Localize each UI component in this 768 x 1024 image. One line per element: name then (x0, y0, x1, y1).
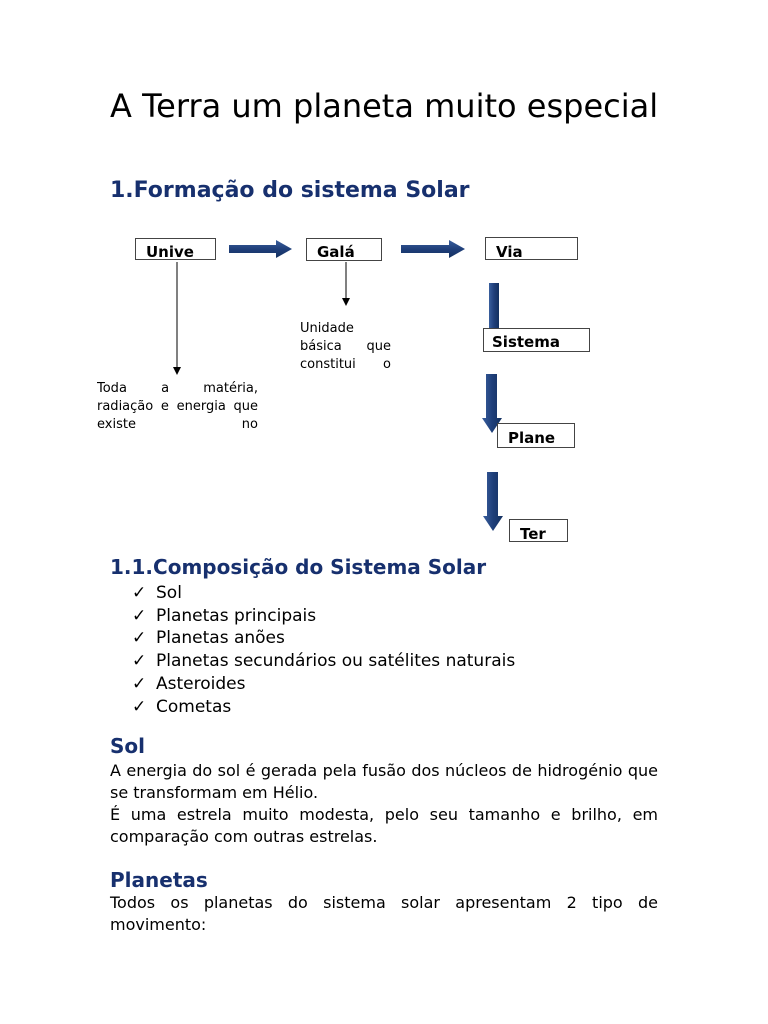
box-universo: Unive (135, 238, 216, 260)
check-icon: ✓ (132, 651, 147, 672)
check-icon: ✓ (132, 673, 147, 694)
box-sistema: Sistema (483, 328, 590, 352)
list-item: ✓ Planetas secundários ou satélites naturais (132, 651, 516, 672)
box-galaxia: Galá (306, 238, 382, 261)
box-via-lactea: Via (485, 237, 578, 260)
arrow-universo-galaxia (229, 240, 292, 258)
check-icon: ✓ (132, 583, 147, 603)
check-icon: ✓ (132, 605, 147, 626)
list-item: ✓ Cometas (132, 696, 232, 717)
arrow-galaxia-via (401, 240, 465, 258)
arrow-via-sistema (489, 283, 499, 330)
section-heading-formacao: 1.Formação do sistema Solar (110, 178, 470, 203)
sol-heading: Sol (110, 734, 145, 758)
note-galaxia: Unidade básica que constitui o (300, 321, 391, 372)
connector-universo-arrowhead (173, 367, 181, 375)
planetas-heading: Planetas (110, 868, 208, 892)
planetas-paragraph-1: Todos os planetas do sistema solar apresentam 2 tipo de movimento: (110, 893, 658, 934)
planetas-paragraphs (110, 892, 658, 936)
composition-list (132, 582, 515, 718)
sol-paragraph-2: É uma estrela muito modesta, pelo seu tamanho e brilho, em comparação com outras estrelas. (110, 805, 658, 846)
box-planeta: Plane (497, 423, 575, 448)
connector-galaxia-arrowhead (342, 298, 350, 306)
section-heading-composicao: 1.1.Composição do Sistema Solar (110, 555, 487, 579)
list-item: ✓ Planetas principais (132, 605, 317, 626)
list-item: ✓ Sol (132, 583, 182, 603)
list-item: ✓ Planetas anões (132, 628, 285, 649)
note-universo: Toda a matéria, radiação e energia que existe no (97, 381, 258, 432)
check-icon: ✓ (132, 696, 147, 717)
list-item: ✓ Asteroides (132, 673, 246, 694)
box-terra: Ter (509, 519, 568, 542)
page-title: A Terra um planeta muito especial (110, 87, 659, 125)
sol-paragraphs (110, 760, 658, 848)
sol-paragraph-1: A energia do sol é gerada pela fusão dos núcleos de hidrogénio que se transformam em Hélio. (110, 761, 658, 802)
check-icon: ✓ (132, 628, 147, 649)
arrow-planeta-terra (483, 472, 503, 531)
